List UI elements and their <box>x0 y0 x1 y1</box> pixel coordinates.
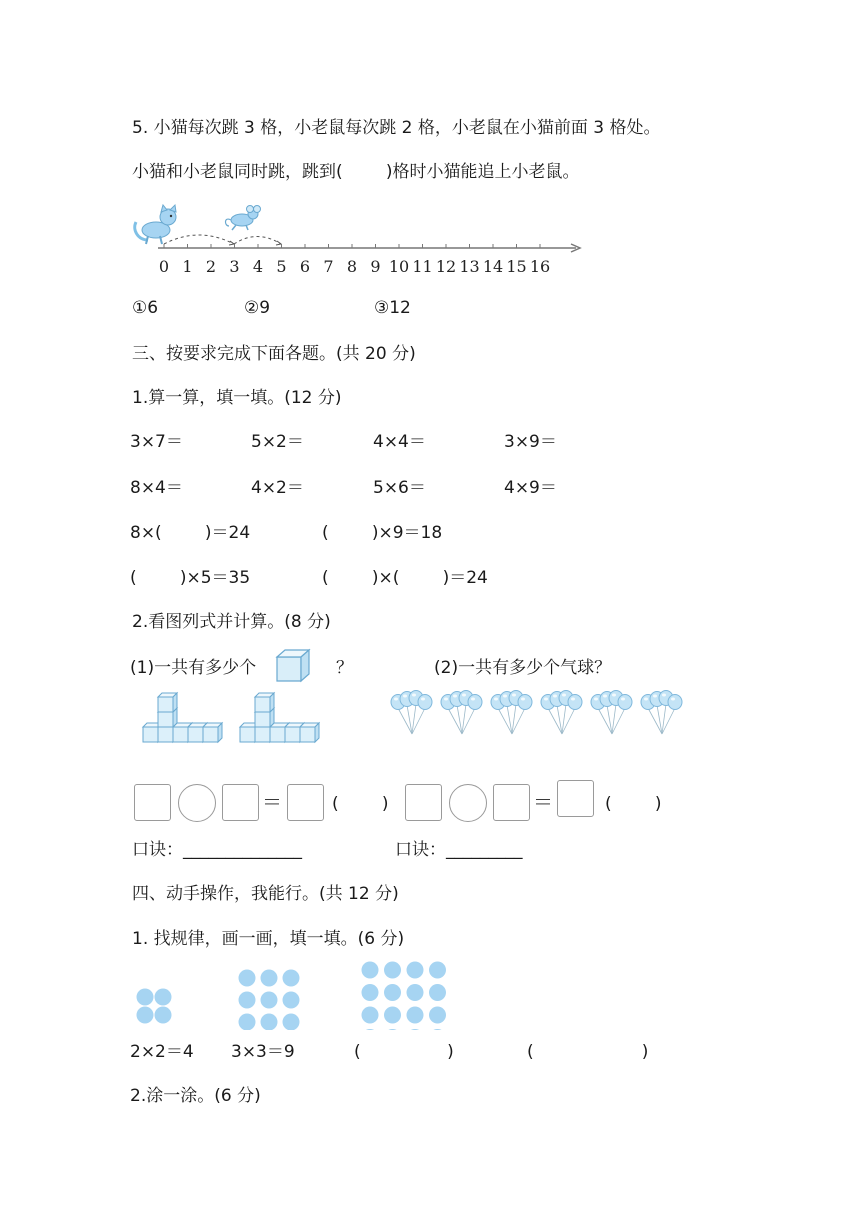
tick-label: 9 <box>370 257 381 276</box>
mouse-icon <box>225 206 260 231</box>
section4-part1-title: 1. 找规律，画一画，填一填。(6 分) <box>132 929 405 949</box>
tick-label: 6 <box>299 257 311 276</box>
dot-grid <box>239 970 300 1031</box>
answer-box[interactable] <box>222 784 259 821</box>
fill-item: ( )×9＝18 <box>322 523 443 543</box>
part2-q2-text: (2)一共有多少个气球？ <box>434 658 612 678</box>
dot-grid <box>137 989 172 1024</box>
pattern-answer-blank: ( ) <box>354 1042 454 1062</box>
calc-item: 5×6＝ <box>373 478 426 498</box>
balloon-bunch <box>441 691 482 735</box>
q5-line1: 5. 小猫每次跳 3 格，小老鼠每次跳 2 格，小老鼠在小猫前面 3 格处。 <box>132 118 661 138</box>
part2-q1-question-mark: ？ <box>336 658 353 678</box>
dot-pattern-figure <box>130 958 450 1030</box>
calc-item: 4×9＝ <box>504 478 557 498</box>
koujue-1: 口诀：______________ <box>132 840 302 860</box>
tick-label: 15 <box>506 257 527 276</box>
cube-groups-figure <box>140 690 320 746</box>
tick-label: 2 <box>205 257 217 276</box>
balloon-bunch <box>591 691 632 735</box>
q5-line2: 小猫和小老鼠同时跳，跳到( )格时小猫能追上小老鼠。 <box>132 162 580 182</box>
fill-item: ( )×( )＝24 <box>322 568 488 588</box>
calc-item: 3×9＝ <box>504 432 557 452</box>
fill-item: ( )×5＝35 <box>130 568 251 588</box>
operator-circle[interactable] <box>449 784 487 822</box>
q5-option-3: ③12 <box>374 298 411 318</box>
tick-label: 0 <box>158 257 170 276</box>
operator-circle[interactable] <box>178 784 216 822</box>
answer-box[interactable] <box>134 784 171 821</box>
tick-label: 5 <box>276 257 287 276</box>
tick-label: 1 <box>182 257 193 276</box>
tick-label: 12 <box>435 257 457 276</box>
tick-label: 11 <box>412 257 433 276</box>
pattern-answer-blank: ( ) <box>527 1042 649 1062</box>
cube <box>300 723 319 742</box>
q5-option-1: ①6 <box>132 298 159 318</box>
cube <box>203 723 222 742</box>
part2-q1-text: (1)一共有多少个 <box>130 658 257 678</box>
tick-label: 3 <box>229 257 240 276</box>
tick-label: 16 <box>529 257 551 276</box>
cube <box>158 693 177 712</box>
cube <box>255 693 274 712</box>
balloon-bunch <box>391 691 432 735</box>
tick-label: 10 <box>388 257 410 276</box>
tick-label: 4 <box>252 257 264 276</box>
pattern-answer: 2×2＝4 <box>130 1042 194 1062</box>
calc-item: 3×7＝ <box>130 432 183 452</box>
unit-paren: ( ) <box>605 794 662 814</box>
calc-item: 8×4＝ <box>130 478 183 498</box>
calc-item: 4×4＝ <box>373 432 426 452</box>
section3-part2-title: 2.看图列式并计算。(8 分) <box>132 612 331 632</box>
cat-icon <box>135 205 176 244</box>
answer-box[interactable] <box>287 784 324 821</box>
tick-label: 7 <box>323 257 334 276</box>
answer-box[interactable] <box>557 780 594 817</box>
number-line-ticks <box>159 244 550 276</box>
calc-item: 4×2＝ <box>251 478 304 498</box>
balloon-bunch <box>491 691 532 735</box>
section4-part2-title: 2.涂一涂。(6 分) <box>130 1086 261 1106</box>
balloon-bunch <box>541 691 582 735</box>
equals-sign: ＝ <box>262 790 282 814</box>
fill-item: 8×( )＝24 <box>130 523 251 543</box>
section3-title: 三、按要求完成下面各题。(共 20 分) <box>132 344 416 364</box>
section3-part1-title: 1.算一算，填一填。(12 分) <box>132 388 342 408</box>
balloon-groups-figure <box>386 688 690 738</box>
answer-box[interactable] <box>493 784 530 821</box>
calc-item: 5×2＝ <box>251 432 304 452</box>
section4-title: 四、动手操作，我能行。(共 12 分) <box>132 884 399 904</box>
tick-label: 14 <box>482 257 504 276</box>
balloon-bunch <box>641 691 682 735</box>
cube-icon <box>274 648 312 684</box>
number-line-figure <box>130 200 590 280</box>
koujue-2: 口诀：_________ <box>395 840 523 860</box>
pattern-answer: 3×3＝9 <box>231 1042 295 1062</box>
tick-label: 13 <box>459 257 480 276</box>
equals-sign: ＝ <box>533 790 553 814</box>
answer-box[interactable] <box>405 784 442 821</box>
unit-paren: ( ) <box>332 794 389 814</box>
tick-label: 8 <box>346 257 358 276</box>
q5-option-2: ②9 <box>244 298 271 318</box>
dot-grid <box>362 962 447 1031</box>
